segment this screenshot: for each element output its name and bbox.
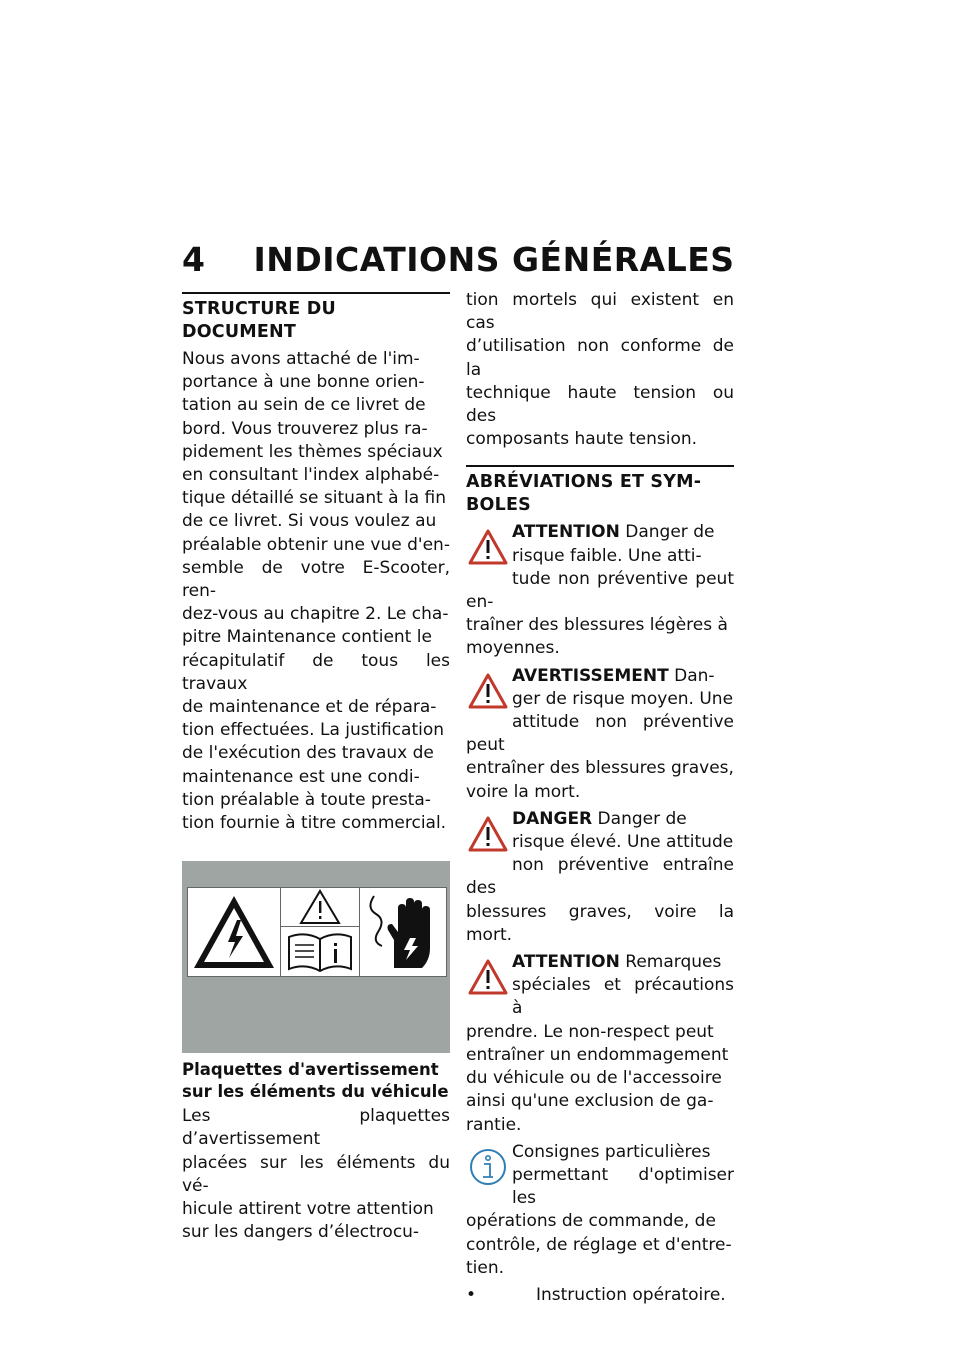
warning-label-photo <box>182 861 450 1053</box>
symbol-word: AVERTISSEMENT <box>512 665 669 686</box>
body-line: composants haute tension. <box>466 429 698 450</box>
body-line: tion fournie à titre commercial. <box>182 813 447 834</box>
body-line: bord. Vous trouverez plus ra- <box>182 418 428 439</box>
symbol-word: ATTENTION <box>512 952 620 973</box>
right-column <box>466 292 734 1307</box>
body-line: maintenance est une condi- <box>182 766 420 787</box>
body-line: placées sur les éléments du vé- <box>182 1152 450 1196</box>
symbol-entry: ATTENTION Remarques spéciales et précautions à prendre. Le non-respect peut entraîner un endommagement du véhicule ou de l'accessoire ainsi qu'une exclusion de ga- rantie. <box>466 952 734 1135</box>
symbol-entry: ATTENTION Danger de risque faible. Une atti- tude non préventive peut en- traîner des blessures légères à moyennes. <box>466 522 734 659</box>
warning-triangle-icon <box>466 953 510 1003</box>
caption-line: Plaquettes d'avertissement <box>182 1060 439 1080</box>
bullet-text: Instruction opératoire. <box>536 1284 726 1305</box>
body-line: préalable obtenir une vue d'en- <box>182 534 450 555</box>
body-line: dez-vous au chapitre 2. Le cha- <box>182 604 449 625</box>
body-line: tique détaillé se situant à la fin <box>182 488 447 509</box>
section-heading-abbreviations: ABRÉVIATIONS ET SYM- BOLES <box>466 472 702 516</box>
continued-body <box>466 289 734 451</box>
bullet-mark: • <box>466 1284 477 1305</box>
body-line: sur les dangers d’électrocu- <box>182 1222 420 1243</box>
high-voltage-warning-icon <box>188 888 281 976</box>
section-heading-structure: STRUCTURE DU DOCUMENT <box>182 299 336 342</box>
warning-triangle-icon <box>466 810 510 860</box>
body-line: hicule attirent votre attention <box>182 1199 434 1220</box>
figure-body <box>182 1105 450 1244</box>
chapter-number: 4 <box>182 240 206 279</box>
instruction-bullet <box>466 1284 734 1307</box>
symbol-word: DANGER <box>512 808 593 829</box>
section-rule <box>182 292 450 294</box>
body-line: pidement les thèmes spéciaux <box>182 441 443 462</box>
warning-label-card <box>187 887 447 977</box>
chapter-title-text: INDICATIONS GÉNÉRALES <box>253 240 735 279</box>
caption-line: sur les éléments du véhicule <box>182 1082 449 1102</box>
body-line: Les plaquettes d’avertissement <box>182 1106 450 1150</box>
body-line: d’utilisation non conforme de la <box>466 336 734 380</box>
section-rule <box>466 465 734 467</box>
body-line: de ce livret. Si vous voulez au <box>182 511 437 532</box>
info-icon <box>466 1143 510 1193</box>
body-line: tation au sein de ce livret de <box>182 395 426 416</box>
body-line: semble de votre E-Scooter, ren- <box>182 557 450 602</box>
body-line: portance à une bonne orien- <box>182 372 425 393</box>
chapter-title <box>182 240 735 279</box>
body-line: de l'exécution des travaux de <box>182 743 434 764</box>
body-line: tion préalable à toute presta- <box>182 789 431 810</box>
symbol-entry: DANGER Danger de risque élevé. Une attitude non préventive entraîne des blessures graves, voire la mort. <box>466 808 734 945</box>
warning-triangle-icon <box>466 667 510 717</box>
body-line: Nous avons attaché de l'im- <box>182 349 420 369</box>
body-line: tion mortels qui existent en cas <box>466 290 734 334</box>
body-line: en consultant l'index alphabé- <box>182 465 440 486</box>
read-manual-icon <box>281 927 359 979</box>
body-line: récapitulatif de tous les travaux <box>182 650 450 694</box>
body-line: tion effectuées. La justification <box>182 720 445 741</box>
body-line: pitre Maintenance contient le <box>182 627 432 648</box>
left-column <box>182 292 450 1244</box>
structure-body <box>182 348 450 835</box>
symbol-word: ATTENTION <box>512 522 620 543</box>
electric-shock-hand-icon <box>360 888 446 976</box>
symbol-entry: Consignes particulières permettant d'optimiser les opérations de commande, de contrôle, de réglage et d'entre- tien. <box>466 1141 734 1278</box>
symbol-entry: AVERTISSEMENT Dan- ger de risque moyen. Une attitude non préventive peut entraîner des blessures graves, voire la mort. <box>466 665 734 802</box>
warning-triangle-icon <box>466 523 510 573</box>
figure-caption <box>182 1059 450 1103</box>
body-line: technique haute tension ou des <box>466 382 734 427</box>
body-line: de maintenance et de répara- <box>182 697 437 718</box>
warning-triangle-icon <box>281 888 359 927</box>
